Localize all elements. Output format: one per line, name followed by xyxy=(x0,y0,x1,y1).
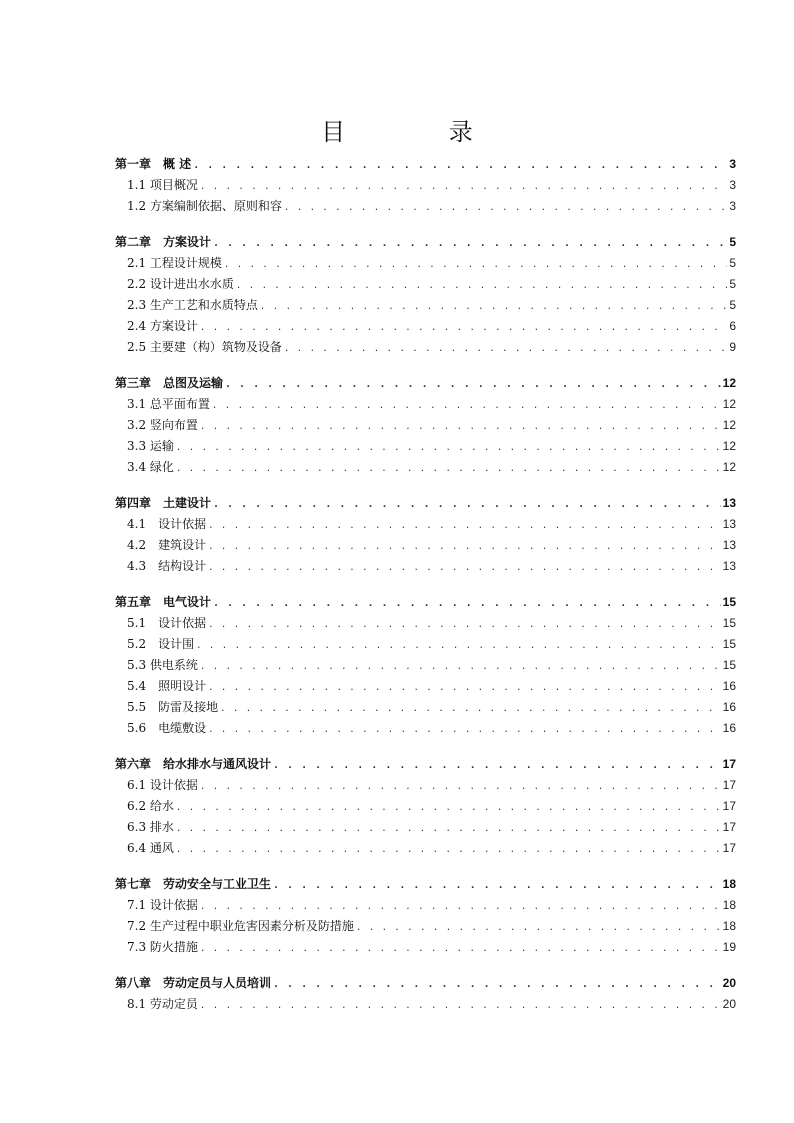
toc-section-entry[interactable] xyxy=(115,275,736,296)
toc-page-number: 17 xyxy=(722,799,736,813)
toc-page-number: 17 xyxy=(722,757,736,771)
toc-entry-label: 5.6 电缆敷设 xyxy=(127,721,207,735)
toc-entry-label: 3.1 总平面布置 xyxy=(127,397,210,411)
toc-section-entry[interactable] xyxy=(115,938,736,959)
toc-page-number: 5 xyxy=(729,298,736,312)
toc-entry-label: 5.3 供电系统 xyxy=(127,658,198,672)
toc-section-entry[interactable] xyxy=(115,719,736,740)
toc-entry-label: 第一章 概 述 xyxy=(115,157,192,171)
toc-dot-leader xyxy=(284,203,727,213)
toc-page-number: 13 xyxy=(722,496,736,510)
toc-entry-label: 5.2 设计围 xyxy=(127,637,195,651)
toc-section-entry[interactable] xyxy=(115,197,736,218)
toc-section-entry[interactable] xyxy=(115,917,736,938)
toc-entry-label: 第八章 劳动定员与人员培训 xyxy=(115,976,272,990)
toc-entry-label: 5.4 照明设计 xyxy=(127,679,207,693)
toc-entry-label: 5.5 防雷及接地 xyxy=(127,700,219,714)
toc-page-number: 20 xyxy=(722,997,736,1011)
toc-dot-leader xyxy=(208,725,721,735)
toc-section-entry[interactable] xyxy=(115,416,736,437)
toc-dot-leader xyxy=(200,323,727,333)
toc-page-number: 5 xyxy=(729,277,736,291)
toc-section-entry[interactable] xyxy=(115,254,736,275)
toc-page-number: 3 xyxy=(729,157,736,171)
toc-dot-leader xyxy=(200,902,721,912)
toc-page-number: 9 xyxy=(729,340,736,354)
toc-dot-leader xyxy=(213,499,721,510)
toc-dot-leader xyxy=(356,923,721,933)
toc-page-number: 13 xyxy=(722,538,736,552)
toc-page-number: 5 xyxy=(729,256,736,270)
toc-section-entry[interactable] xyxy=(115,557,736,578)
toc-section-entry[interactable] xyxy=(115,635,736,656)
toc-dot-leader xyxy=(273,979,721,990)
toc-dot-leader xyxy=(213,238,727,249)
toc-dot-leader xyxy=(176,464,721,474)
toc-entry-label: 2.1 工程设计规模 xyxy=(127,256,222,270)
toc-entry-label: 2.3 生产工艺和水质特点 xyxy=(127,298,258,312)
toc-entry-label: 1.2 方案编制依据、原则和容 xyxy=(127,199,282,213)
toc-page-number: 3 xyxy=(729,178,736,192)
toc-chapter-entry[interactable] xyxy=(115,233,736,254)
toc-dot-leader xyxy=(193,160,727,171)
toc-entry-label: 第六章 给水排水与通风设计 xyxy=(115,757,272,771)
toc-entry-label: 第七章 劳动安全与工业卫生 xyxy=(115,877,272,891)
toc-section-entry[interactable] xyxy=(115,818,736,839)
toc-entry-label: 2.5 主要建（构）筑物及设备 xyxy=(127,340,282,354)
toc-page-number: 12 xyxy=(722,376,736,390)
toc-page-number: 12 xyxy=(722,397,736,411)
toc-chapter-entry[interactable] xyxy=(115,755,736,776)
toc-dot-leader xyxy=(273,880,721,891)
toc-dot-leader xyxy=(260,302,727,312)
toc-page-number: 16 xyxy=(722,679,736,693)
toc-dot-leader xyxy=(208,620,721,630)
toc-dot-leader xyxy=(208,542,721,552)
toc-section-entry[interactable] xyxy=(115,536,736,557)
toc-section-entry[interactable] xyxy=(115,176,736,197)
toc-section-entry[interactable] xyxy=(115,458,736,479)
toc-entry-label: 7.2 生产过程中职业危害因素分析及防措施 xyxy=(127,919,354,933)
toc-dot-leader xyxy=(213,598,721,609)
toc-section-entry[interactable] xyxy=(115,677,736,698)
toc-page-number: 15 xyxy=(722,616,736,630)
toc-dot-leader xyxy=(200,422,721,432)
toc-page-number: 18 xyxy=(722,877,736,891)
toc-page-number: 16 xyxy=(722,721,736,735)
toc-section-entry[interactable] xyxy=(115,515,736,536)
toc-page-number: 15 xyxy=(722,595,736,609)
toc-page-number: 16 xyxy=(722,700,736,714)
toc-page-number: 17 xyxy=(722,841,736,855)
toc-entry-label: 第二章 方案设计 xyxy=(115,235,212,249)
toc-chapter-entry[interactable] xyxy=(115,593,736,614)
toc-entry-label: 第四章 土建设计 xyxy=(115,496,212,510)
toc-dot-leader xyxy=(200,782,721,792)
toc-dot-leader xyxy=(273,760,721,771)
page-title: 目 录 xyxy=(321,118,521,146)
toc-dot-leader xyxy=(176,824,721,834)
toc-section-entry[interactable] xyxy=(115,839,736,860)
toc-entry-label: 3.3 运输 xyxy=(127,439,174,453)
toc-chapter-entry[interactable] xyxy=(115,875,736,896)
table-of-contents xyxy=(115,155,736,1016)
toc-page-number: 18 xyxy=(722,919,736,933)
toc-dot-leader xyxy=(208,683,721,693)
toc-section-entry[interactable] xyxy=(115,437,736,458)
toc-dot-leader xyxy=(200,1001,721,1011)
toc-entry-label: 4.2 建筑设计 xyxy=(127,538,207,552)
toc-entry-label: 2.4 方案设计 xyxy=(127,319,198,333)
toc-entry-label: 7.3 防火措施 xyxy=(127,940,198,954)
toc-chapter-entry[interactable] xyxy=(115,494,736,515)
toc-section-entry[interactable] xyxy=(115,776,736,797)
toc-entry-label: 3.2 竖向布置 xyxy=(127,418,198,432)
toc-section-entry[interactable] xyxy=(115,698,736,719)
toc-page-number: 5 xyxy=(729,235,736,249)
toc-entry-label: 2.2 设计进出水水质 xyxy=(127,277,234,291)
toc-entry-label: 第五章 电气设计 xyxy=(115,595,212,609)
toc-entry-label: 6.3 排水 xyxy=(127,820,174,834)
toc-page-number: 12 xyxy=(722,418,736,432)
toc-entry-label: 4.1 设计依据 xyxy=(127,517,207,531)
toc-page-number: 15 xyxy=(722,637,736,651)
toc-page-number: 13 xyxy=(722,559,736,573)
toc-section-entry[interactable] xyxy=(115,896,736,917)
toc-page-number: 19 xyxy=(722,940,736,954)
toc-chapter-entry[interactable] xyxy=(115,155,736,176)
toc-dot-leader xyxy=(208,521,721,531)
toc-page-number: 13 xyxy=(722,517,736,531)
toc-dot-leader xyxy=(176,443,721,453)
toc-entry-label: 8.1 劳动定员 xyxy=(127,997,198,1011)
toc-page-number: 20 xyxy=(722,976,736,990)
toc-entry-label: 5.1 设计依据 xyxy=(127,616,207,630)
toc-page-number: 6 xyxy=(729,319,736,333)
toc-dot-leader xyxy=(236,281,727,291)
toc-dot-leader xyxy=(200,944,721,954)
toc-dot-leader xyxy=(176,803,721,813)
toc-entry-label: 4.3 结构设计 xyxy=(127,559,207,573)
toc-page-number: 3 xyxy=(729,199,736,213)
toc-section-entry[interactable] xyxy=(115,995,736,1016)
toc-entry-label: 3.4 绿化 xyxy=(127,460,174,474)
toc-entry-label: 6.1 设计依据 xyxy=(127,778,198,792)
toc-dot-leader xyxy=(225,379,721,390)
toc-dot-leader xyxy=(200,182,727,192)
toc-dot-leader xyxy=(196,641,721,651)
toc-dot-leader xyxy=(208,563,721,573)
toc-section-entry[interactable] xyxy=(115,338,736,359)
toc-page-number: 12 xyxy=(722,460,736,474)
toc-section-entry[interactable] xyxy=(115,614,736,635)
toc-page-number: 17 xyxy=(722,820,736,834)
toc-page-number: 15 xyxy=(722,658,736,672)
toc-section-entry[interactable] xyxy=(115,656,736,677)
toc-page-number: 12 xyxy=(722,439,736,453)
toc-entry-label: 第三章 总图及运输 xyxy=(115,376,224,390)
toc-dot-leader xyxy=(200,662,721,672)
toc-entry-label: 6.4 通风 xyxy=(127,841,174,855)
toc-entry-label: 1.1 项目概况 xyxy=(127,178,198,192)
toc-dot-leader xyxy=(176,845,721,855)
toc-dot-leader xyxy=(224,260,727,270)
toc-section-entry[interactable] xyxy=(115,395,736,416)
toc-section-entry[interactable] xyxy=(115,317,736,338)
toc-dot-leader xyxy=(284,344,727,354)
toc-page-number: 18 xyxy=(722,898,736,912)
toc-chapter-entry[interactable] xyxy=(115,374,736,395)
toc-entry-label: 7.1 设计依据 xyxy=(127,898,198,912)
toc-entry-label: 6.2 给水 xyxy=(127,799,174,813)
toc-section-entry[interactable] xyxy=(115,296,736,317)
toc-chapter-entry[interactable] xyxy=(115,974,736,995)
toc-dot-leader xyxy=(212,401,721,411)
toc-dot-leader xyxy=(220,704,721,714)
toc-page-number: 17 xyxy=(722,778,736,792)
toc-section-entry[interactable] xyxy=(115,797,736,818)
